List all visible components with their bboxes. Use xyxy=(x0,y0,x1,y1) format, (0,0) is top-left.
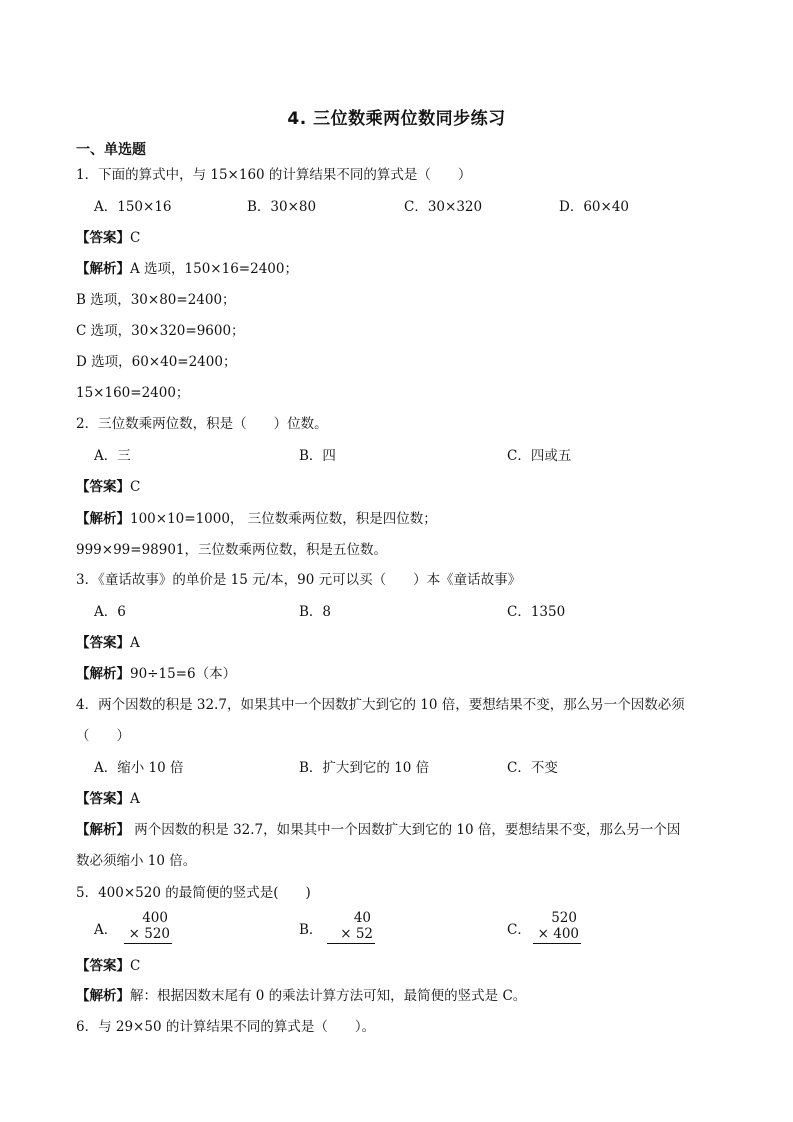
q5-answer xyxy=(76,957,140,975)
q5-stem: 5．400×520 的最简便的竖式是( ) xyxy=(76,885,311,901)
q2-analysis-line-1 xyxy=(76,510,437,528)
q1-option-c: C．30×320 xyxy=(404,199,483,215)
q1-analysis-line-3: C 选项，30×320=9600； xyxy=(76,323,245,339)
q5-option-b-bottom: × 52 xyxy=(327,926,375,944)
q5-option-c-vertical xyxy=(533,910,581,944)
answer-tag: 【答案】 xyxy=(76,479,130,495)
analysis-tag: 【解析】 xyxy=(76,261,130,277)
q4-option-c: C．不变 xyxy=(507,760,558,776)
q5-analysis-text: 解：根据因数末尾有 0 的乘法计算方法可知，最简便的竖式是 C。 xyxy=(130,988,527,1004)
q5-option-a-bottom: × 520 xyxy=(124,926,172,944)
q3-option-a: A．6 xyxy=(94,604,126,620)
q3-stem: 3．《童话故事》的单价是 15 元/本，90 元可以买（ ）本《童话故事》 xyxy=(76,572,522,588)
q5-option-c-top: 520 xyxy=(551,910,577,926)
q2-analysis-text-1: 100×10=1000， 三位数乘两位数，积是四位数； xyxy=(130,511,437,527)
q1-analysis-line-5: 15×160=2400； xyxy=(76,385,190,401)
q2-stem: 2．三位数乘两位数，积是（ ）位数。 xyxy=(76,416,328,432)
q2-answer-value: C xyxy=(130,479,141,495)
q2-answer xyxy=(76,478,140,496)
q4-analysis-text-1: 两个因数的积是 32.7，如果其中一个因数扩大到它的 10 倍，要想结果不变，那么另一个因 xyxy=(130,822,681,838)
q2-option-c: C．四或五 xyxy=(507,448,572,464)
analysis-tag: 【解析】 xyxy=(76,822,130,838)
q4-analysis-line-1 xyxy=(76,821,680,839)
analysis-tag: 【解析】 xyxy=(76,988,130,1004)
q3-option-c: C．1350 xyxy=(507,604,566,620)
answer-tag: 【答案】 xyxy=(76,958,130,974)
answer-tag: 【答案】 xyxy=(76,791,130,807)
q5-option-b-vertical xyxy=(327,910,375,944)
q6-stem: 6．与 29×50 的计算结果不同的算式是（ ）。 xyxy=(76,1019,376,1035)
q4-analysis-line-2: 数必须缩小 10 倍。 xyxy=(76,853,197,869)
q5-option-a-top: 400 xyxy=(142,910,168,926)
q4-stem-line-1: 4．两个因数的积是 32.7，如果其中一个因数扩大到它的 10 倍，要想结果不变，那么另一个因数必须 xyxy=(76,697,685,713)
analysis-tag: 【解析】 xyxy=(76,511,130,527)
q2-option-b: B．四 xyxy=(299,448,336,464)
q4-option-b: B．扩大到它的 10 倍 xyxy=(299,760,430,776)
q5-option-b-top: 40 xyxy=(353,910,371,926)
q3-answer-value: A xyxy=(130,635,140,651)
q5-option-a-label: A． xyxy=(94,922,118,938)
q1-option-d: D．60×40 xyxy=(559,199,629,215)
page-title: 4. 三位数乘两位数同步练习 xyxy=(287,109,506,129)
q1-analysis-line-2: B 选项，30×80=2400； xyxy=(76,292,236,308)
q4-answer xyxy=(76,790,140,808)
q1-answer-value: C xyxy=(130,230,141,246)
q1-option-b: B．30×80 xyxy=(247,199,317,215)
analysis-tag: 【解析】 xyxy=(76,666,130,682)
q3-analysis-text: 90÷15=6（本） xyxy=(130,666,237,682)
section-heading: 一、单选题 xyxy=(76,142,146,158)
q1-stem: 1．下面的算式中，与 15×160 的计算结果不同的算式是（ ） xyxy=(76,167,472,183)
q1-analysis-line-1 xyxy=(76,260,298,278)
q1-analysis-line-4: D 选项，60×40=2400； xyxy=(76,354,237,370)
q3-option-b: B．8 xyxy=(299,604,332,620)
q5-analysis xyxy=(76,987,526,1005)
q5-option-c-bottom: × 400 xyxy=(533,926,581,944)
q5-option-b-label: B． xyxy=(299,922,323,938)
answer-tag: 【答案】 xyxy=(76,635,130,651)
q4-option-a: A．缩小 10 倍 xyxy=(94,760,184,776)
q5-option-a-vertical xyxy=(124,910,172,944)
q4-answer-value: A xyxy=(130,791,140,807)
q5-answer-value: C xyxy=(130,958,141,974)
answer-tag: 【答案】 xyxy=(76,230,130,246)
q2-analysis-line-2: 999×99=98901，三位数乘两位数，积是五位数。 xyxy=(76,542,388,558)
q1-analysis-text-1: A 选项，150×16=2400； xyxy=(130,261,298,277)
q1-option-a: A．150×16 xyxy=(94,199,172,215)
q2-option-a: A．三 xyxy=(94,448,131,464)
q5-option-c-label: C． xyxy=(507,922,531,938)
q4-stem-line-2: （ ） xyxy=(76,728,130,744)
q3-answer xyxy=(76,634,140,652)
q3-analysis xyxy=(76,665,236,683)
q1-answer xyxy=(76,229,140,247)
